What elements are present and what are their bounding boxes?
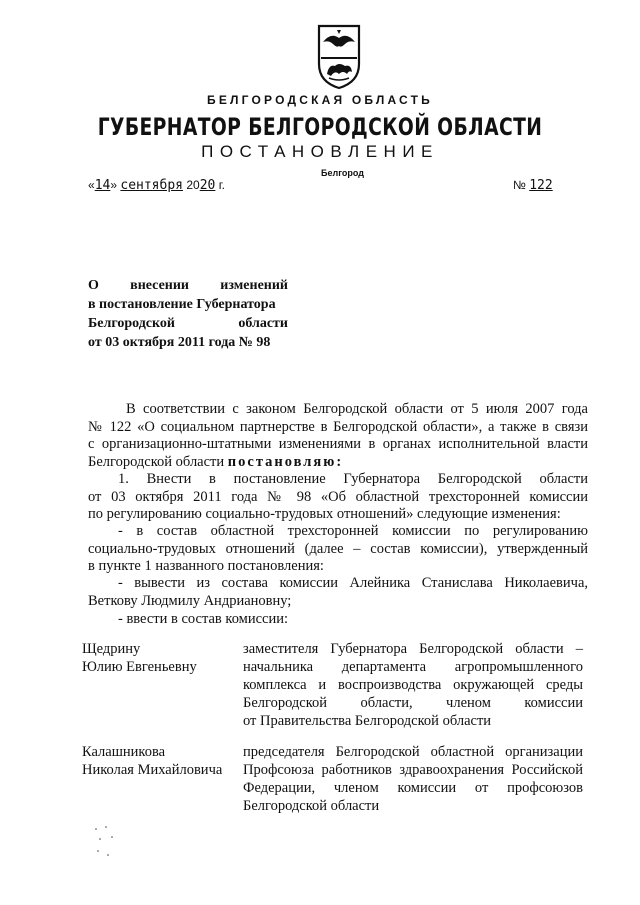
text-line: начальника департамента агропромышленного bbox=[243, 659, 583, 675]
text-line: комплекса и воспроизводства окружающей среды bbox=[243, 677, 583, 693]
text-line: - вывести из состава комиссии Алейника Станислава Николаевича, bbox=[118, 575, 588, 591]
region-heading: БЕЛГОРОДСКАЯ ОБЛАСТЬ bbox=[207, 93, 433, 107]
text-line: председателя Белгородской областной организации bbox=[243, 744, 583, 760]
member-2-position bbox=[243, 743, 583, 815]
text-line: Белгородской области постановляю: bbox=[88, 453, 344, 470]
date-year: 20 bbox=[199, 178, 216, 193]
text-line: Веткову Людмилу Андриановну; bbox=[88, 592, 292, 609]
date-month: сентября bbox=[120, 178, 183, 193]
paragraph-5 bbox=[88, 611, 588, 629]
subject-line-1: О внесении изменений bbox=[88, 278, 288, 293]
paragraph-2 bbox=[88, 471, 588, 524]
text-line: 1. Внести в постановление Губернатора Белгородской области bbox=[118, 471, 588, 487]
text-line: - ввести в состав комиссии: bbox=[118, 611, 289, 627]
paragraph-4 bbox=[88, 575, 588, 610]
member-2-name bbox=[82, 743, 242, 779]
text-line: - в состав областной трехсторонней комиссии по регулированию bbox=[118, 523, 588, 539]
paragraph-1 bbox=[88, 401, 588, 471]
governor-heading: ГУБЕРНАТОР БЕЛГОРОДСКОЙ ОБЛАСТИ bbox=[97, 113, 543, 141]
text-line: Профсоюза работников здравоохранения Российской bbox=[243, 762, 583, 778]
text-line: № 122 «О социальном партнерстве в Белгородской области», а также в связи bbox=[88, 418, 588, 435]
document-date: «14» сентября 2020 г. bbox=[88, 178, 225, 193]
text-line: Щедрину bbox=[82, 641, 141, 657]
text-line: Калашникова bbox=[82, 744, 166, 760]
text-line: Белгородской области, членом комиссии bbox=[243, 695, 583, 711]
text-line: социально-трудовых отношений (далее – состав комиссии), утвержденный bbox=[88, 540, 588, 557]
city-label: Белгород bbox=[321, 168, 364, 178]
text-line: от 03 октября 2011 года № 98 «Об областной трехсторонней комиссии bbox=[88, 488, 588, 505]
text-line: в пункте 1 названного постановления: bbox=[88, 558, 324, 574]
text-line: заместителя Губернатора Белгородской области – bbox=[243, 641, 583, 657]
member-1-position bbox=[243, 640, 583, 730]
text-line: Николая Михайловича bbox=[82, 762, 223, 778]
text-line: Белгородской области bbox=[243, 798, 380, 814]
subject-line-3: Белгородской области bbox=[88, 316, 288, 331]
scan-specks bbox=[92, 825, 132, 865]
text-line: по регулированию социально-трудовых отношений» следующие изменения: bbox=[88, 506, 561, 522]
subject-line-2: в постановление Губернатора bbox=[88, 297, 276, 312]
subject-line-4: от 03 октября 2011 года № 98 bbox=[88, 335, 271, 350]
document-number: № 122 bbox=[513, 178, 553, 193]
resolve-word: постановляю: bbox=[227, 453, 344, 470]
text-line: Федерации, членом комиссии от профсоюзов bbox=[243, 780, 583, 796]
paragraph-3 bbox=[88, 523, 588, 576]
coat-of-arms-emblem bbox=[315, 24, 363, 90]
text-line: Юлию Евгеньевну bbox=[82, 659, 197, 675]
document-type-heading: ПОСТАНОВЛЕНИЕ bbox=[201, 142, 439, 161]
document-number-value: 122 bbox=[529, 178, 553, 193]
date-day: 14 bbox=[94, 178, 111, 193]
text-line: с организационно-штатными изменениями в органах исполнительной власти bbox=[88, 436, 588, 452]
member-1-name bbox=[82, 640, 242, 676]
document-subject bbox=[88, 276, 288, 352]
text-line: от Правительства Белгородской области bbox=[243, 713, 492, 729]
text-line: В соответствии с законом Белгородской области от 5 июля 2007 года bbox=[126, 401, 588, 417]
